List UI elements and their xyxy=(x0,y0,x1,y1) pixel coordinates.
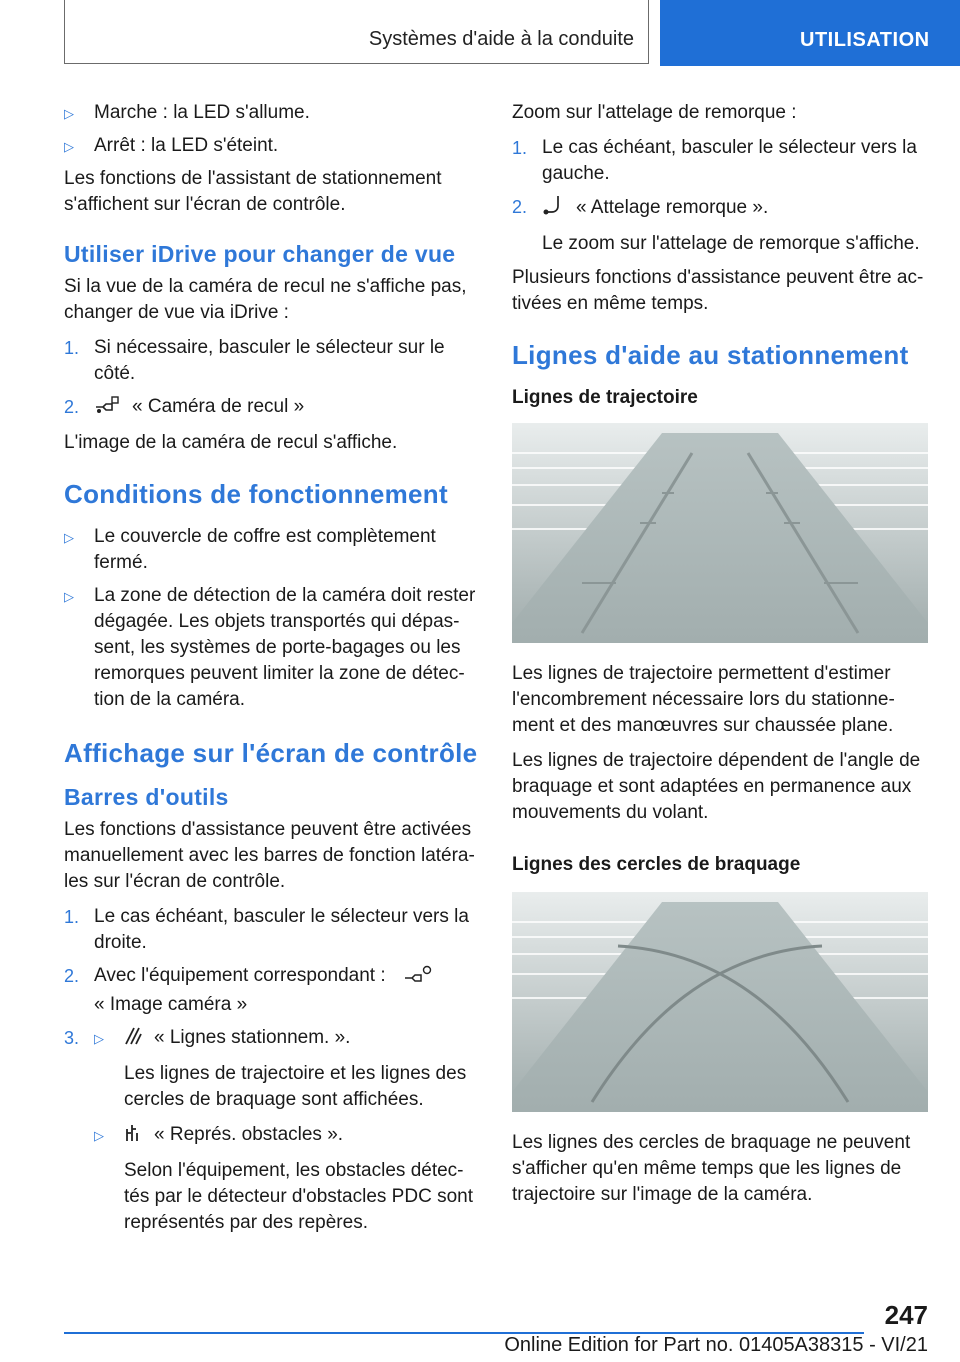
list-item: 2. « Caméra de recul » xyxy=(64,394,478,423)
subsection-heading: Barres d'outils xyxy=(64,784,229,810)
triangle-bullet-icon: ▷ xyxy=(64,139,74,154)
paragraph: Selon l'équipement, les obstacles détec-tés par le détecteur d'obstacles PDC sont représentés par des repères. xyxy=(124,1160,473,1233)
paragraph: Les lignes de trajectoire et les lignes des cercles de braquage sont affichées. xyxy=(124,1063,467,1110)
paragraph: Plusieurs fonctions d'assistance peuvent être ac-tivées en même temps. xyxy=(512,267,924,314)
obstacle-marker-icon xyxy=(124,1123,142,1151)
step-number: 1. xyxy=(512,138,528,158)
list-item: ▷ Arrêt : la LED s'éteint. xyxy=(64,133,478,159)
trailer-hitch-icon xyxy=(542,194,564,224)
right-column xyxy=(512,100,928,1217)
header-chapter-tab xyxy=(660,0,960,66)
step-number: 3. xyxy=(64,1028,80,1048)
edition-note: Online Edition for Part no. 01405A38315 - VI/21 xyxy=(504,1334,928,1356)
parking-lines-icon xyxy=(124,1026,142,1054)
subsection-heading: Lignes des cercles de braquage xyxy=(512,854,801,875)
section-heading: Affichage sur l'écran de contrôle xyxy=(64,738,478,768)
turning-circle-lines-figure xyxy=(512,892,928,1112)
section-heading: Conditions de fonctionnement xyxy=(64,479,448,509)
triangle-bullet-icon: ▷ xyxy=(64,530,74,545)
paragraph: Les lignes de trajectoire dépendent de l'angle de braquage et sont adaptées en permanence aux mouvements du volant. xyxy=(512,750,921,823)
step-number: 1. xyxy=(64,338,80,358)
step-number: 2. xyxy=(64,397,80,417)
section-heading: Utiliser iDrive pour changer de vue xyxy=(64,241,456,267)
paragraph: Zoom sur l'attelage de remorque : xyxy=(512,102,797,123)
header-chapter-title: UTILISATION xyxy=(800,29,930,51)
page-header xyxy=(0,0,960,66)
step-number: 2. xyxy=(64,966,80,986)
camera-settings-icon xyxy=(403,964,433,992)
triangle-bullet-icon: ▷ xyxy=(94,1031,104,1046)
triangle-bullet-icon: ▷ xyxy=(64,589,74,604)
paragraph: Les lignes de trajectoire permettent d'estimer l'encombrement nécessaire lors du stationne-ment et des manœuvres sur chaussée plane. xyxy=(512,663,895,736)
paragraph: Les lignes des cercles de braquage ne peuvent s'afficher qu'en même temps que les lignes de trajectoire sur l'image de la caméra. xyxy=(512,1132,911,1205)
list-item: 2. « Attelage remorque ». xyxy=(512,194,928,224)
list-item xyxy=(64,1025,478,1054)
list-item: 1. Le cas échéant, basculer le sélecteur vers la droite. xyxy=(64,906,469,953)
list-item: ▷ Marche : la LED s'allume. xyxy=(64,100,478,126)
paragraph: Les fonctions de l'assistant de stationnement s'affichent sur l'écran de contrôle. xyxy=(64,168,442,215)
list-item: 2. Avec l'équipement correspondant : « Image caméra » xyxy=(64,963,478,1018)
paragraph: Les fonctions d'assistance peuvent être activées manuellement avec les barres de fonction latéra-les sur l'écran de contrôle. xyxy=(64,819,475,892)
subsection-heading: Lignes de trajectoire xyxy=(512,387,698,408)
triangle-bullet-icon: ▷ xyxy=(64,106,74,121)
page-number: 247 xyxy=(884,1300,928,1330)
header-section-title: Systèmes d'aide à la conduite xyxy=(368,28,634,50)
paragraph: Si la vue de la caméra de recul ne s'affiche pas, changer de vue via iDrive : xyxy=(64,276,467,323)
triangle-bullet-icon: ▷ xyxy=(94,1128,104,1143)
section-heading: Lignes d'aide au stationnement xyxy=(512,340,909,370)
paragraph: L'image de la caméra de recul s'affiche. xyxy=(64,432,398,453)
trajectory-lines-figure xyxy=(512,423,928,643)
sub-list-item: ▷ « Représ. obstacles ». xyxy=(64,1122,478,1151)
list-item: 1. Le cas échéant, basculer le sélecteur vers la gauche. xyxy=(512,137,917,184)
paragraph: Le zoom sur l'attelage de remorque s'affiche. xyxy=(542,233,920,254)
left-column xyxy=(64,100,478,1245)
header-section-box xyxy=(64,0,649,64)
sub-list-item: ▷ « Lignes stationnem. ». xyxy=(94,1025,478,1054)
list-item: ▷ Le couvercle de coffre est complètement fermé. xyxy=(64,526,436,573)
step-number: 1. xyxy=(64,907,80,927)
reverse-camera-icon xyxy=(94,395,120,423)
list-item: ▷ La zone de détection de la caméra doit rester dégagée. Les objets transportés qui dépas-sent, les systèmes de porte-bagages ou les remorques peuvent limiter la zone de détec-tion de la caméra. xyxy=(64,585,476,710)
list-item: 1. Si nécessaire, basculer le sélecteur sur le côté. xyxy=(64,337,445,384)
step-number: 2. xyxy=(512,197,528,217)
